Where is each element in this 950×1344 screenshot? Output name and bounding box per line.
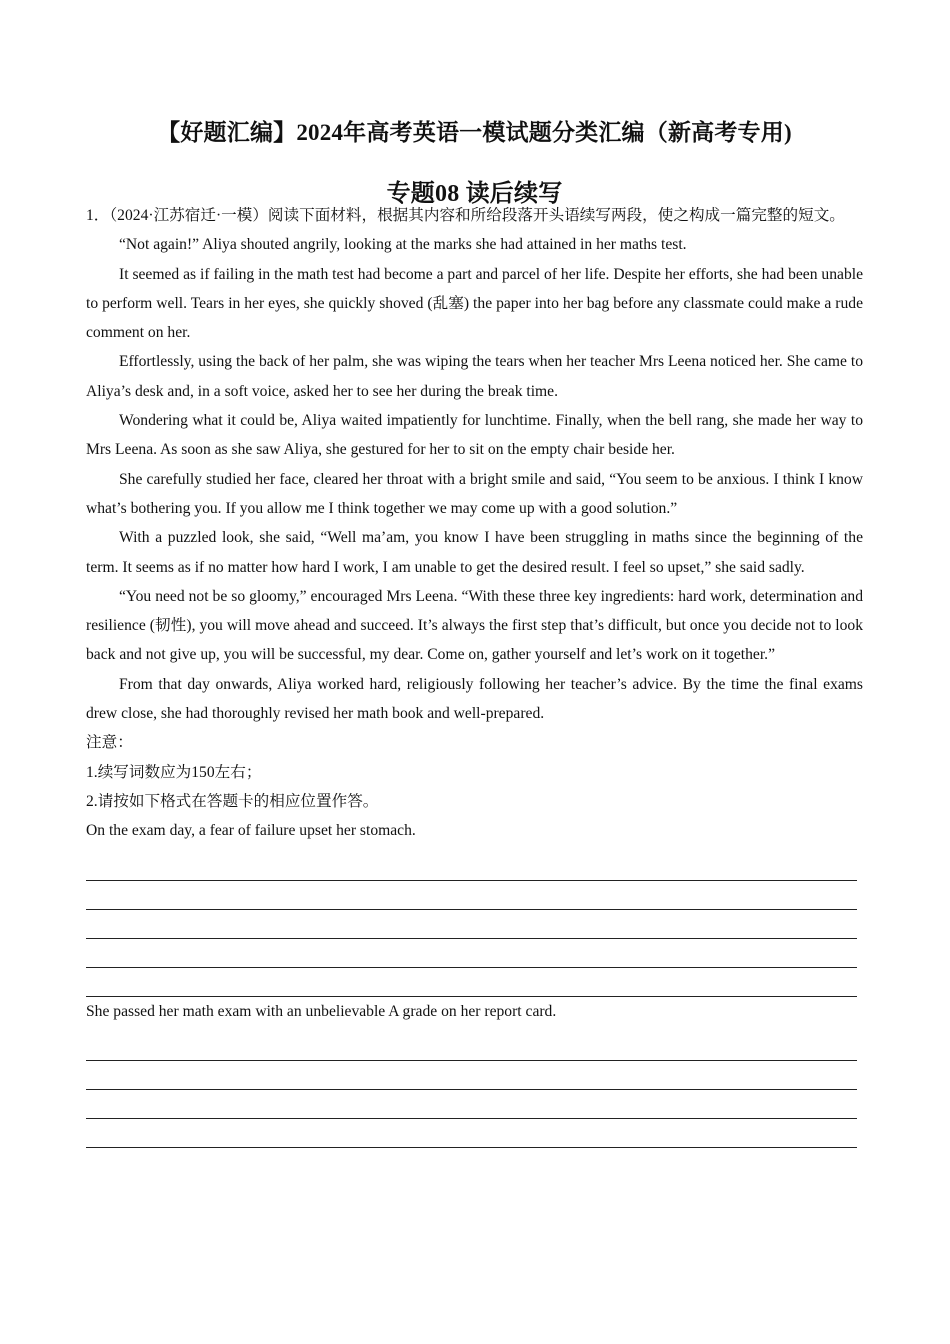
notes-label: 注意： <box>86 734 133 752</box>
question-intro: 1．（2024·江苏宿迁·一模）阅读下面材料，根据其内容和所给段落开头语续写两段，使之构成一篇完整的短文。 <box>86 207 845 224</box>
story-paragraph: Wondering what it could be, Aliya waited impatiently for lunchtime. Finally, when the bell rang, she made her way to Mrs Leena. As soon as she saw Aliya, she gestured for her to sit on the empty chair beside her. <box>86 412 863 459</box>
continuation-lead-2: She passed her math exam with an unbelievable A grade on her report card. <box>86 1002 557 1020</box>
story-paragraph: With a puzzled look, she said, “Well ma’am, you know I have been struggling in maths since the beginning of the term. It seems as if no matter how hard I work, I am unable to get the desired result. I feel so upset,” she said sadly. <box>86 529 863 576</box>
answer-line[interactable] <box>86 881 857 910</box>
continuation-lead-1: On the exam day, a fear of failure upset her stomach. <box>86 822 416 840</box>
answer-line[interactable] <box>86 939 857 968</box>
story-paragraph: It seemed as if failing in the math test had become a part and parcel of her life. Despite her efforts, she had been unable to perform well. Tears in her eyes, she quickly shoved (乱塞) the paper into her bag before any classmate could make a rude comment on her. <box>86 265 863 342</box>
answer-line[interactable] <box>86 852 857 881</box>
answer-line[interactable] <box>86 1032 857 1061</box>
question-body <box>86 201 863 1148</box>
story-paragraph: “Not again!” Aliya shouted angrily, looking at the marks she had attained in her maths test. <box>119 236 687 254</box>
answer-line[interactable] <box>86 1061 857 1090</box>
answer-line[interactable] <box>86 968 857 997</box>
document-subtitle: 专题08 读后续写 <box>386 181 563 207</box>
answer-line[interactable] <box>86 1119 857 1148</box>
note-format: 2.请按如下格式在答题卡的相应位置作答。 <box>86 792 379 810</box>
answer-lines-1 <box>86 852 863 997</box>
document-title: 【好题汇编】2024年高考英语一模试题分类汇编（新高考专用) <box>157 120 792 145</box>
story-paragraph: She carefully studied her face, cleared her throat with a bright smile and said, “You seem to be anxious. I think I know what’s bothering you. If you allow me I think together we may come up with a good solution.” <box>86 470 863 517</box>
answer-lines-2 <box>86 1032 863 1148</box>
answer-line[interactable] <box>86 910 857 939</box>
story-paragraph: Effortlessly, using the back of her palm, she was wiping the tears when her teacher Mrs Leena noticed her. She came to Aliya’s desk and, in a soft voice, asked her to see her during the break time. <box>86 353 863 400</box>
answer-line[interactable] <box>86 1090 857 1119</box>
note-word-count: 1.续写词数应为150左右； <box>86 763 262 781</box>
story-paragraph: From that day onwards, Aliya worked hard, religiously following her teacher’s advice. By the time the final exams drew close, she had thoroughly revised her math book and well-prepared. <box>86 675 863 723</box>
story-paragraph: “You need not be so gloomy,” encouraged Mrs Leena. “With these three key ingredients: hard work, determination and resilience (韧性), you will move ahead and succeed. It’s always the first step that’s difficult, but once you decide not to look back and not give up, you will be successful, my dear. Come on, gather yourself and let’s work on it together.” <box>86 587 863 664</box>
